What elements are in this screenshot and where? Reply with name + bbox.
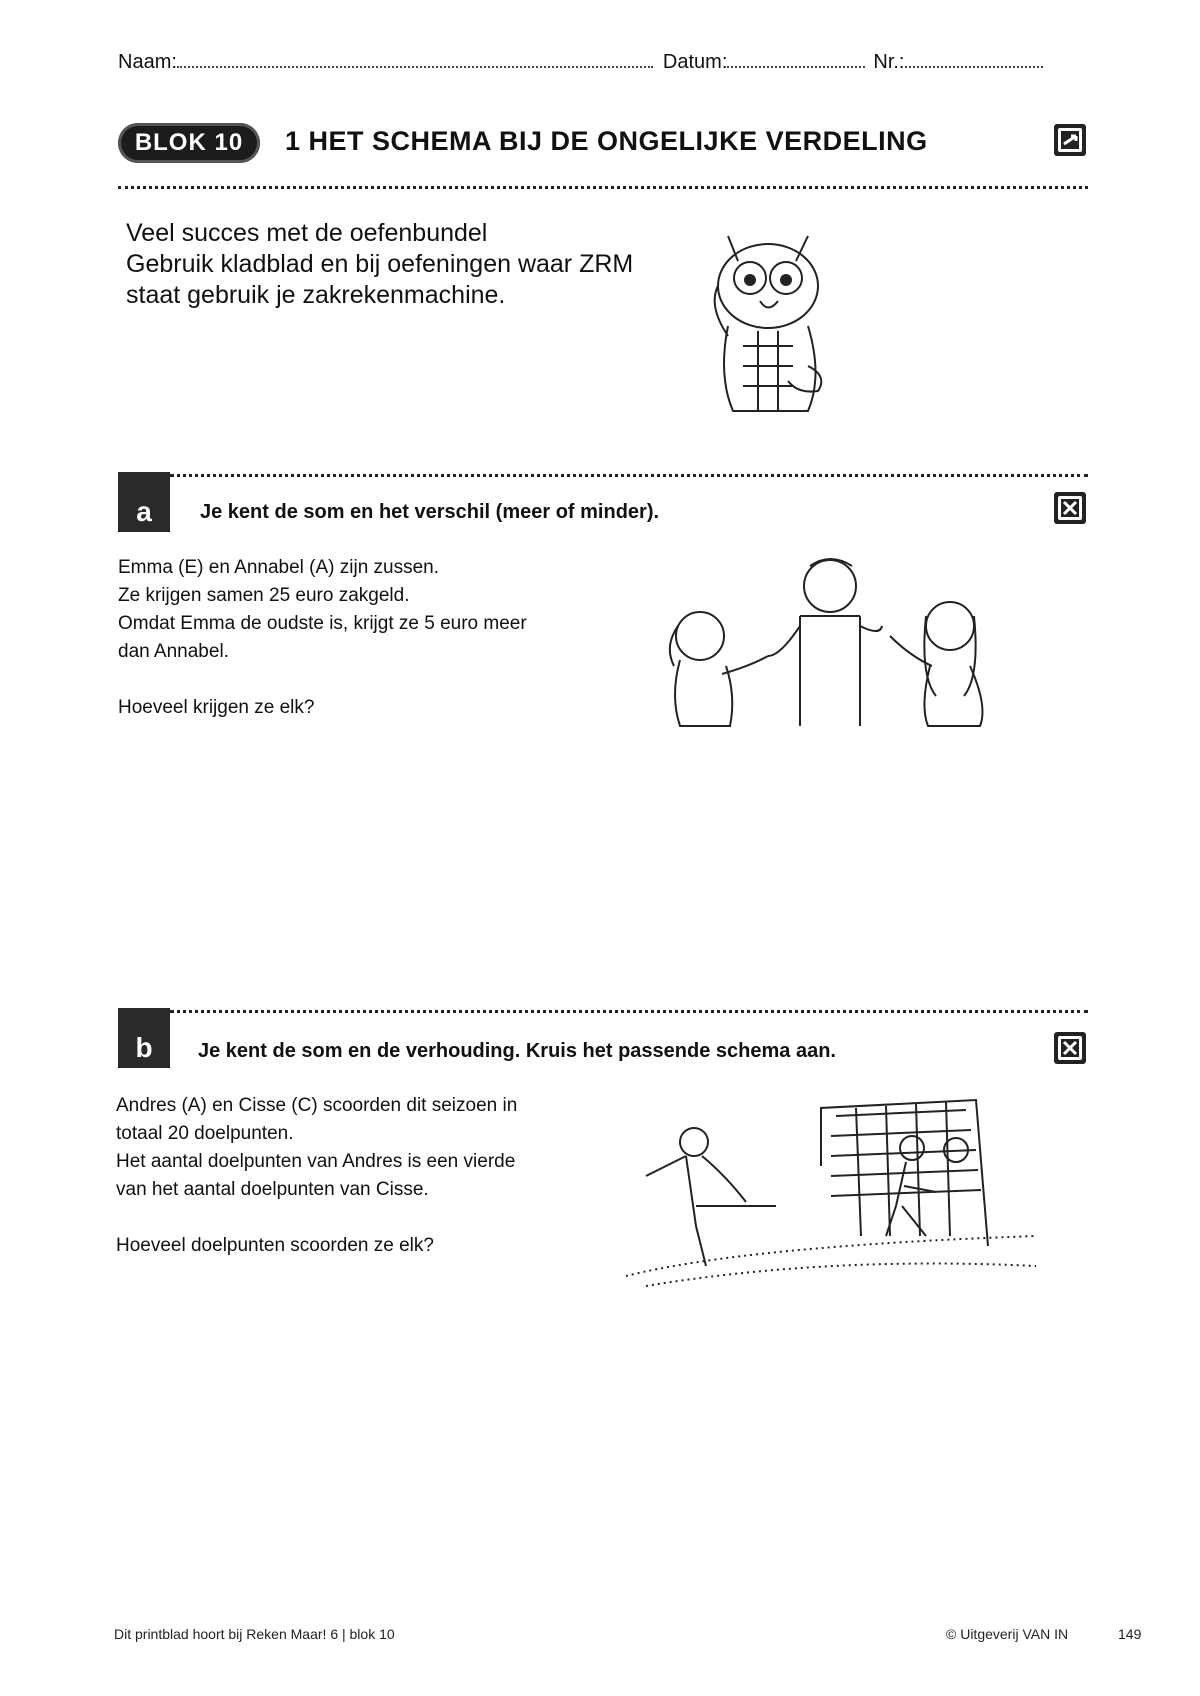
page-number: 149 [1118,1626,1142,1642]
footer-copyright: © Uitgeverij VAN IN [946,1626,1069,1642]
section-b-line: van het aantal doelpunten van Cisse. [116,1179,429,1200]
section-b-line: totaal 20 doelpunten. [116,1123,294,1144]
block-badge: BLOK 10 [118,123,260,163]
soccer-illustration [626,1096,1046,1296]
name-label: Naam: [118,51,177,73]
section-a-question: Hoeveel krijgen ze elk? [118,697,315,718]
section-b-marker: b [118,1008,170,1068]
family-illustration [650,556,1010,736]
intro-line: staat gebruik je zakrekenmachine. [126,281,506,309]
section-a-marker: a [118,472,170,532]
calculator-crossed-icon [1054,492,1086,524]
nr-field[interactable] [905,48,1043,68]
owl-mascot-illustration [688,216,848,426]
section-b-body [116,1092,517,1260]
section-b-line: Andres (A) en Cisse (C) scoorden dit seizoen in [116,1095,518,1116]
divider-b [170,1010,1088,1013]
date-field[interactable] [727,48,865,68]
section-b-line: Het aantal doelpunten van Andres is een vierde [116,1151,516,1172]
intro-line: Veel succes met de oefenbundel [126,219,488,247]
section-b-heading: Je kent de som en de verhouding. Kruis het passende schema aan. [198,1040,836,1062]
name-field[interactable] [177,48,653,68]
section-a-heading: Je kent de som en het verschil (meer of minder). [200,501,660,523]
header-fields [118,48,1088,80]
calculator-crossed-icon [1054,1032,1086,1064]
date-label: Datum: [662,51,728,73]
divider-top [118,186,1088,189]
section-a-line: dan Annabel. [118,641,229,662]
intro-line: Gebruik kladblad en bij oefeningen waar ZRM [126,250,634,278]
section-a-line: Emma (E) en Annabel (A) zijn zussen. [118,557,440,578]
section-a-line: Omdat Emma de oudste is, krijgt ze 5 euro meer [118,613,527,634]
section-a-body [118,554,527,722]
section-b-question: Hoeveel doelpunten scoorden ze elk? [116,1235,434,1256]
calculator-arrow-icon [1054,124,1086,156]
divider-a [170,474,1088,477]
intro-text [126,218,633,311]
page-title: 1 HET SCHEMA BIJ DE ONGELIJKE VERDELING [285,126,928,156]
footer-source: Dit printblad hoort bij Reken Maar! 6 | blok 10 [114,1626,395,1642]
nr-label: Nr.: [873,51,905,73]
section-a-line: Ze krijgen samen 25 euro zakgeld. [118,585,410,606]
